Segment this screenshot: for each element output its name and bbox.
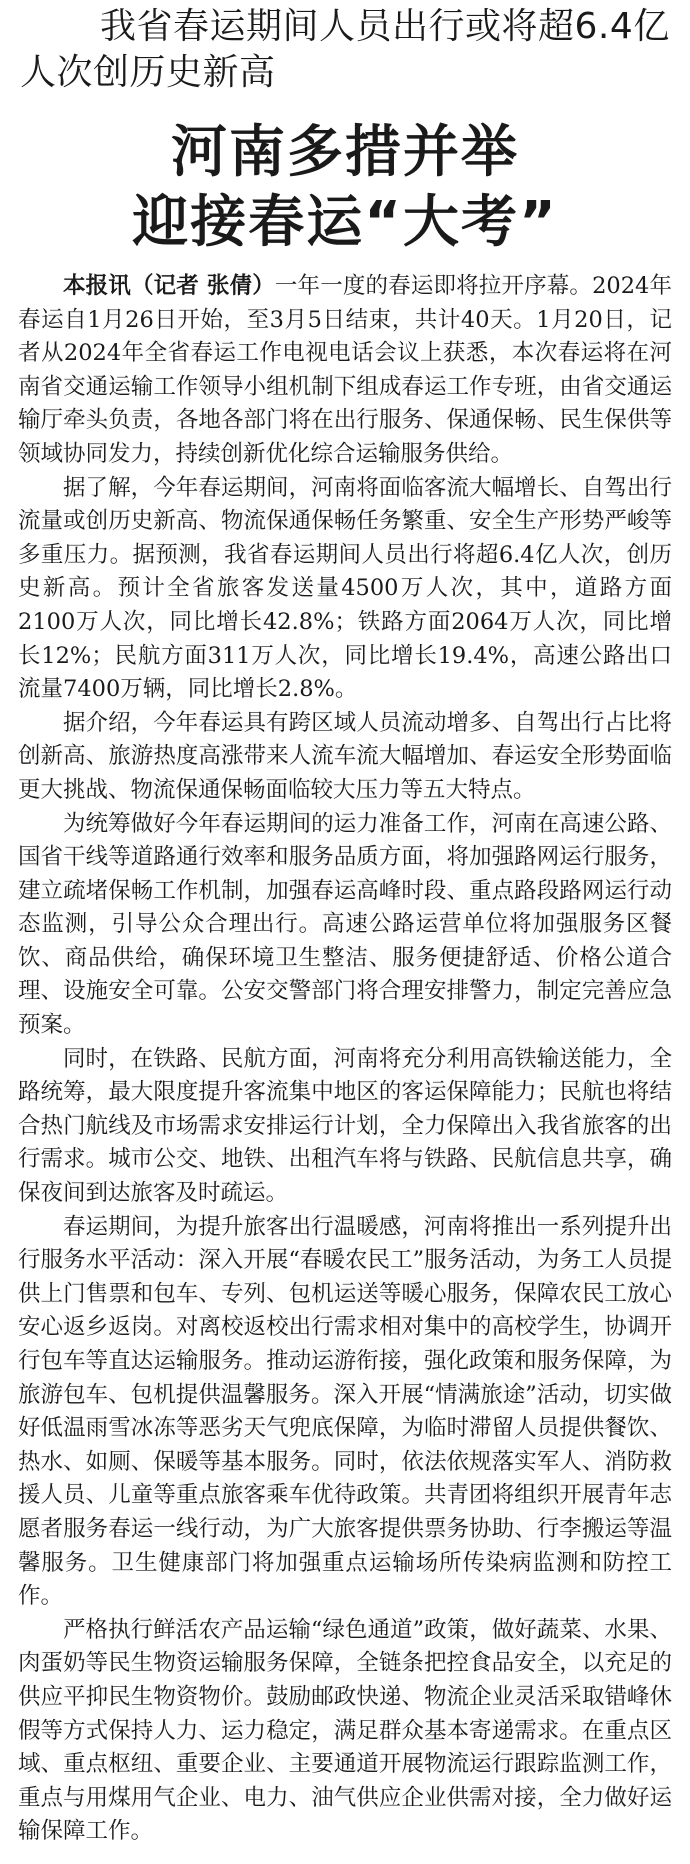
byline: 本报讯（记者 张倩） (63, 273, 275, 299)
title-line-1: 河南多措并举 (171, 120, 519, 185)
paragraph-4: 为统筹做好今年春运期间的运力准备工作，河南在高速公路、国省干线等道路通行效率和服务品质方面，将加强路网运行服务，建立疏堵保畅工作机制，加强春运高峰时段、重点路段路网运行动态监测，引导公众合理出行。高速公路运营单位将加强服务区餐饮、商品供给，确保环境卫生整洁、服务便捷舒适、价格公道合理、设施安全可靠。公安交警部门将合理安排警力，制定完善应急预案。 (18, 810, 672, 1039)
paragraph-7: 严格执行鲜活农产品运输“绿色通道”政策，做好蔬菜、水果、肉蛋奶等民生物资运输服务保障，全链条把控食品安全，以充足的供应平抑民生物资物价。鼓励邮政快递、物流企业灵活采取错峰休假等方式保持人力、运力稳定，满足群众基本寄递需求。在重点区域、重点枢纽、重要企业、主要通道开展物流运行跟踪监测工作，重点与用煤用气企业、电力、油气供应企业供需对接，全力做好运输保障工作。 (18, 1616, 672, 1845)
paragraph-1 (18, 270, 672, 472)
article-body (18, 270, 672, 1849)
subtitle-line-2: 人次创历史新高 (20, 52, 276, 93)
paragraph-6: 春运期间，为提升旅客出行温暖感，河南将推出一系列提升出行服务水平活动：深入开展“春暖农民工”服务活动，为务工人员提供上门售票和包车、专列、包机运送等暖心服务，保障农民工放心安心返乡返岗。对离校返校出行需求相对集中的高校学生，协调开行包车等直达运输服务。推动运游衔接，强化政策和服务保障，为旅游包车、包机提供温馨服务。深入开展“情满旅途”活动，切实做好低温雨雪冰冻等恶劣天气兜底保障，为临时滞留人员提供餐饮、热水、如厕、保暖等基本服务。同时，依法依规落实军人、消防救援人员、儿童等重点旅客乘车优待政策。共青团将组织开展青年志愿者服务春运一线行动，为广大旅客提供票务协助、行李搬运等温馨服务。卫生健康部门将加强重点运输场所传染病监测和防控工作。 (18, 1213, 672, 1610)
article-title (0, 118, 690, 258)
article-subtitle (20, 4, 676, 96)
paragraph-3: 据介绍，今年春运具有跨区域人员流动增多、自驾出行占比将创新高、旅游热度高涨带来人流车流大幅增加、春运安全形势面临更大挑战、物流保通保畅面临较大压力等五大特点。 (18, 709, 672, 803)
title-line-2: 迎接春运“大考” (132, 190, 558, 255)
subtitle-line-1: 我省春运期间人员出行或将超6.4亿 (100, 6, 670, 47)
paragraph-5: 同时，在铁路、民航方面，河南将充分利用高铁输送能力，全路统筹，最大限度提升客流集中地区的客运保障能力；民航也将结合热门航线及市场需求安排运行计划，全力保障出入我省旅客的出行需求。城市公交、地铁、出租汽车将与铁路、民航信息共享，确保夜间到达旅客及时疏运。 (18, 1045, 672, 1207)
paragraph-2: 据了解，今年春运期间，河南将面临客流大幅增长、自驾出行流量或创历史新高、物流保通保畅任务繁重、安全生产形势严峻等多重压力。据预测，我省春运期间人员出行将超6.4亿人次，创历史新高。预计全省旅客发送量4500万人次，其中，道路方面2100万人次，同比增长42.8%；铁路方面2064万人次，同比增长12%；民航方面311万人次，同比增长19.4%，高速公路出口流量7400万辆，同比增长2.8%。 (18, 474, 672, 703)
paragraph-1-text: 一年一度的春运即将拉开序幕。2024年春运自1月26日开始，至3月5日结束，共计40天。1月20日，记者从2024年全省春运工作电视电话会议上获悉，本次春运将在河南省交通运输工作领导小组机制下组成春运工作专班，由省交通运输厅牵头负责，各地各部门将在出行服务、保通保畅、民生保供等领域协同发力，持续创新优化综合运输服务供给。 (18, 273, 672, 467)
